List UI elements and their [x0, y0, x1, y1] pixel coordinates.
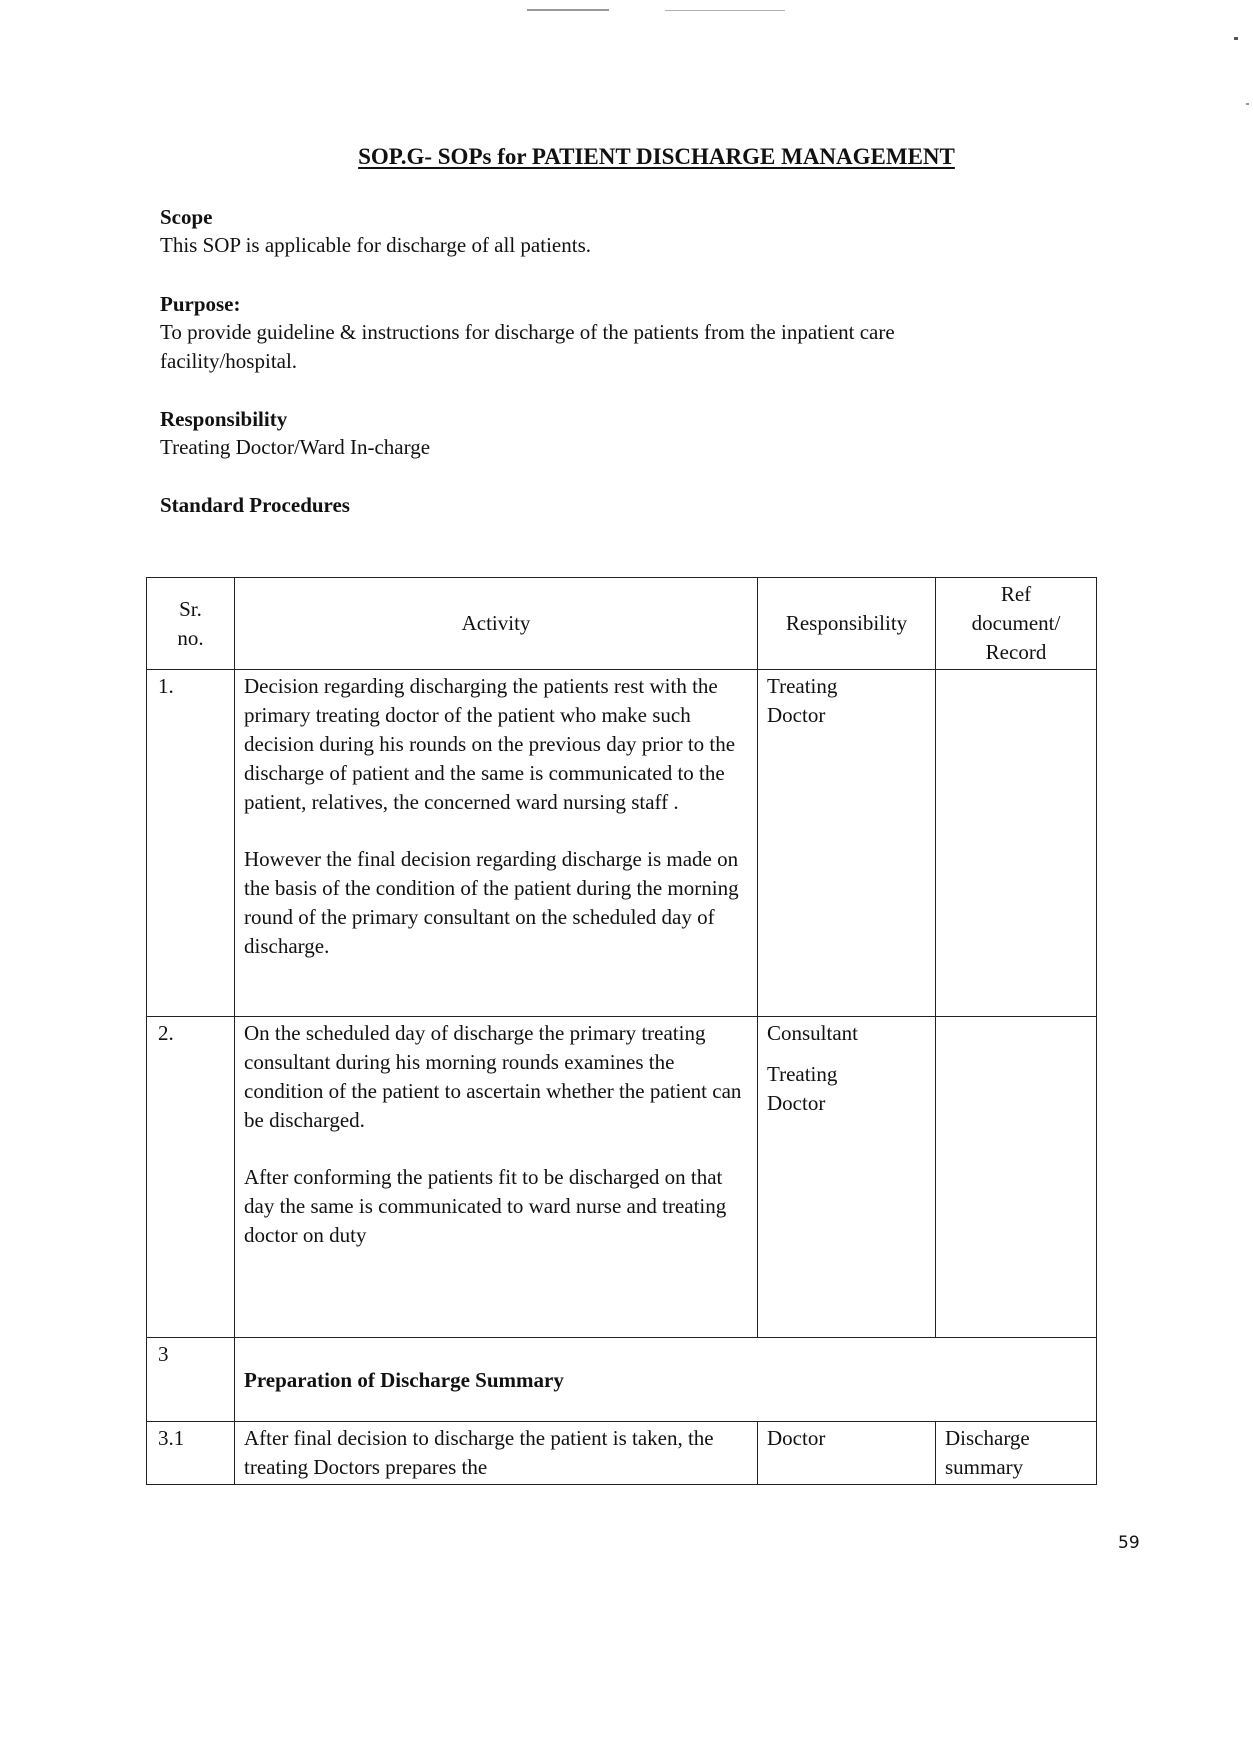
- row-sr-no: 2.: [147, 1017, 235, 1338]
- responsibility-heading: Responsibility: [160, 407, 288, 431]
- row-ref-document: [936, 670, 1097, 1017]
- purpose-text-line2: facility/hospital.: [160, 349, 298, 373]
- row-ref-document: [936, 1422, 1097, 1485]
- header-sr-no: [147, 578, 235, 670]
- activity-paragraph: On the scheduled day of discharge the primary treating consultant during his morning rounds examines the condition of the patient to ascertain whether the patient can be discharged.: [244, 1021, 742, 1132]
- purpose-heading: Purpose:: [160, 292, 241, 316]
- header-sr-line1: Sr.: [179, 596, 202, 621]
- row-responsibility: Doctor: [758, 1422, 936, 1485]
- standard-procedures-section: [160, 491, 1100, 519]
- responsibility-line: Doctor: [767, 1091, 826, 1115]
- responsibility-line: Doctor: [767, 703, 826, 727]
- standard-procedures-heading: Standard Procedures: [160, 493, 350, 517]
- scan-artifact: [665, 10, 785, 11]
- header-responsibility: Responsibility: [758, 578, 936, 670]
- purpose-section: [160, 290, 1100, 376]
- responsibility-section: [160, 405, 1100, 462]
- row-activity: [235, 670, 758, 1017]
- page-number: 59: [1118, 1533, 1140, 1553]
- activity-paragraph: After conforming the patients fit to be discharged on that day the same is communicated to ward nurse and treating doctor on duty: [244, 1165, 727, 1247]
- scope-section: [160, 203, 1100, 260]
- page-title: SOP.G- SOPs for PATIENT DISCHARGE MANAGEMENT: [358, 144, 955, 169]
- activity-paragraph: Decision regarding discharging the patients rest with the primary treating doctor of the patient who make such decision during his rounds on the previous day prior to the discharge of patient and the same is communicated to the patient, relatives, the concerned ward nursing staff .: [244, 674, 736, 814]
- header-ref-line2: document/: [971, 611, 1061, 635]
- row-responsibility: [758, 1017, 936, 1338]
- row-activity: After final decision to discharge the patient is taken, the treating Doctors prepares the: [235, 1422, 758, 1485]
- scope-heading: Scope: [160, 205, 213, 229]
- row-activity: [235, 1017, 758, 1338]
- responsibility-text: Treating Doctor/Ward In-charge: [160, 435, 431, 459]
- ref-line: Discharge: [945, 1426, 1030, 1450]
- scan-artifact: [1234, 37, 1238, 40]
- scope-text: This SOP is applicable for discharge of all patients.: [160, 233, 591, 257]
- table-row: [147, 1017, 1097, 1338]
- header-activity: Activity: [235, 578, 758, 670]
- responsibility-line: Consultant: [767, 1021, 859, 1045]
- procedures-table: [146, 577, 1097, 1485]
- ref-line: summary: [945, 1455, 1024, 1479]
- row-sr-no: 3.1: [147, 1422, 235, 1485]
- header-sr-line2: no.: [177, 625, 204, 650]
- header-ref-line1: Ref: [1000, 582, 1032, 606]
- scan-artifact: [527, 9, 609, 11]
- table-row: [147, 670, 1097, 1017]
- section-title-cell: [235, 1338, 1097, 1422]
- scan-artifact: [1246, 103, 1249, 105]
- activity-paragraph: However the final decision regarding discharge is made on the basis of the condition of the patient during the morning round of the primary consultant on the scheduled day of discharge.: [244, 847, 739, 958]
- table-section-row: [147, 1338, 1097, 1422]
- table-header-row: [147, 578, 1097, 670]
- responsibility-line: Treating: [767, 1062, 838, 1086]
- purpose-text-line1: To provide guideline & instructions for discharge of the patients from the inpatient care: [160, 320, 895, 344]
- header-ref-line3: Record: [985, 640, 1047, 664]
- row-ref-document: [936, 1017, 1097, 1338]
- responsibility-line: Treating: [767, 674, 838, 698]
- section-title: Preparation of Discharge Summary: [244, 1368, 564, 1392]
- table-row: [147, 1422, 1097, 1485]
- row-sr-no: 1.: [147, 670, 235, 1017]
- row-sr-no: 3: [147, 1338, 235, 1422]
- header-ref-document: [936, 578, 1097, 670]
- row-responsibility: [758, 670, 936, 1017]
